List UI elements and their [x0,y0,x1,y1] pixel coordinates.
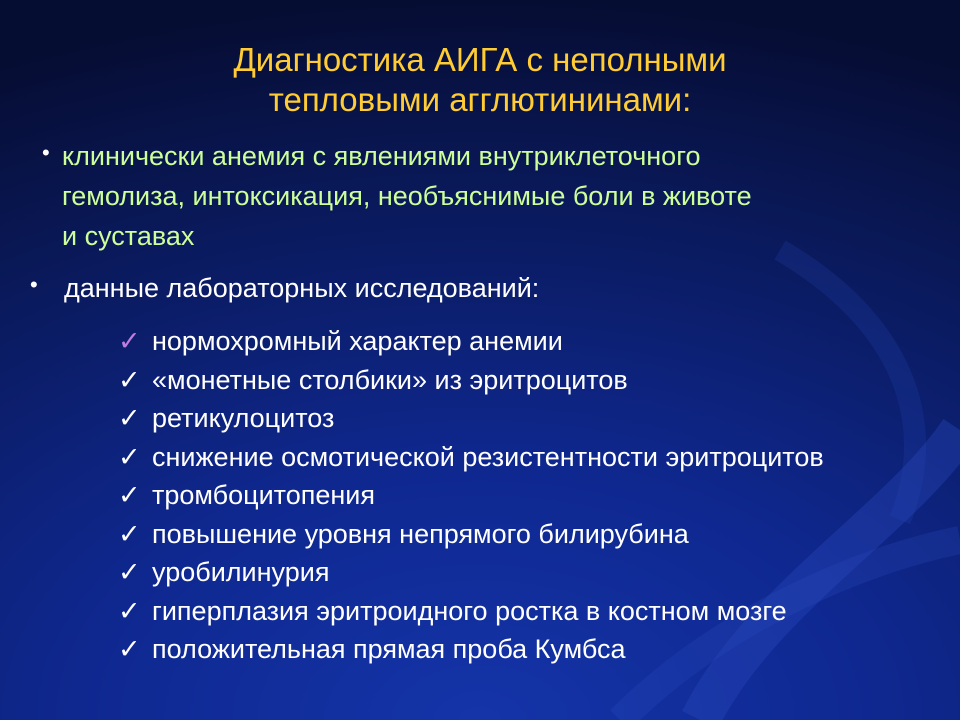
list-item-text: ретикулоцитоз [152,403,335,433]
bullet-clinical [42,136,922,256]
list-item-text: нормохромный характер анемии [152,326,563,356]
list-item-text: гиперплазия эритроидного ростка в костном мозге [152,595,787,626]
list-item [118,438,948,477]
bullet-clinical-text [62,136,922,256]
list-item [118,322,948,361]
list-item-text: тромбоцитопения [152,480,376,510]
checkmark-icon: ✓ [118,364,141,395]
list-item [118,553,948,592]
checkmark-icon: ✓ [118,326,141,356]
slide-title-line-2: тепловыми агглютининами: [268,81,692,118]
list-item [118,515,948,554]
checkmark-icon: ✓ [118,557,141,587]
bullet-lab [30,268,930,308]
bullet-dot-icon: • [42,140,50,165]
checkmark-icon: ✓ [118,595,141,626]
bullet-dot-icon: • [30,272,38,297]
list-item-text: «монетные столбики» из эритроцитов [152,364,628,395]
lab-findings-list [118,322,948,669]
list-item [118,630,948,669]
list-item [118,399,948,438]
slide-title [0,40,960,120]
list-item-text: положительная прямая проба Кумбса [152,634,626,664]
checkmark-icon: ✓ [118,403,141,433]
checkmark-icon: ✓ [118,480,141,510]
bullet-clinical-line-2: гемолиза, интоксикация, необъяснимые боли в животе [62,181,752,211]
list-item [118,361,948,400]
list-item [118,592,948,631]
checkmark-icon: ✓ [118,634,141,664]
checkmark-icon: ✓ [118,518,141,549]
bullet-clinical-line-1: клинически анемия с явлениями внутриклеточного [62,141,701,171]
slide-title-line-1: Диагностика АИГА с неполными [233,41,727,78]
bullet-lab-text: данные лабораторных исследований: [64,273,540,303]
list-item [118,476,948,515]
bullet-clinical-line-3: и суставах [62,221,195,251]
list-item-text: снижение осмотической резистентности эритроцитов [152,441,824,472]
list-item-text: уробилинурия [152,557,330,587]
checkmark-icon: ✓ [118,441,141,472]
list-item-text: повышение уровня непрямого билирубина [152,518,689,549]
